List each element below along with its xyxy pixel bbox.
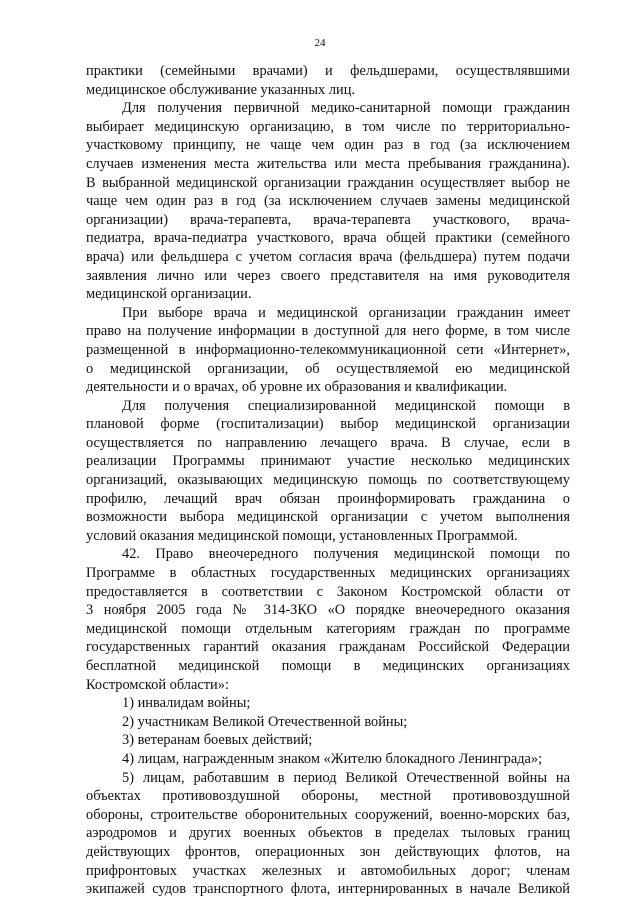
text-line: профилю, лечащий врач обязан проинформировать гражданина о <box>86 490 570 507</box>
text-line: реализации Программы принимают участие несколько медицинских <box>86 453 570 470</box>
text-line: бесплатной медицинской помощи в медицинских организациях <box>86 658 570 674</box>
text-line: 5) лицам, работавшим в период Великой Отечественной войны на <box>122 769 570 786</box>
text-line: плановой форме (госпитализации) выбор медицинской организации <box>86 416 570 433</box>
text-line: возможности выбора медицинской организации с учетом выполнения <box>86 509 570 526</box>
text-line: 1) инвалидам войны; <box>122 695 251 712</box>
text-line: чаще чем один раз в год (за исключением случаев замены медицинской <box>86 193 570 210</box>
text-line: врача) или фельдшера с учетом согласия врача (фельдшера) путем подачи <box>86 248 570 265</box>
text-line: выбирает медицинскую организацию, в том числе по территориально- <box>86 118 570 135</box>
text-line: 2) участникам Великой Отечественной войны; <box>122 713 408 730</box>
text-line: государственных гарантий оказания гражданам Российской Федерации <box>86 639 570 656</box>
text-line: организаций, оказывающих медицинскую помощь по соответствующему <box>86 472 570 489</box>
text-line: 4) лицам, награжденным знаком «Жителю блокадного Ленинграда»; <box>122 750 543 767</box>
text-line: случаев изменения места жительства или места пребывания гражданина). <box>86 155 570 172</box>
text-line: медицинской помощи отдельным категориям граждан по программе <box>86 620 570 637</box>
text-line: заявления лично или через своего представителя на имя руководителя <box>86 267 570 284</box>
text-line: педиатра, врача-педиатра участкового, врача общей практики (семейного <box>86 230 570 247</box>
text-line: право на получение информации в доступной для него форме, в том числе <box>86 323 570 340</box>
text-line: обороны, строительстве оборонительных сооружений, военно-морских баз, <box>86 806 570 823</box>
text-line: Для получения первичной медико-санитарной помощи гражданин <box>122 100 570 117</box>
page-number: 24 <box>314 37 326 49</box>
text-line: действующих фронтов, операционных зон действующих флотов, на <box>86 843 570 860</box>
text-line: прифронтовых участках железных и автомобильных дорог; членам <box>86 862 570 879</box>
text-line: аэродромов и других военных объектов в пределах тыловых границ <box>86 825 570 842</box>
text-line: Программе в областных государственных медицинских организациях <box>86 565 570 582</box>
text-line: осуществляется по направлению лечащего врача. В случае, если в <box>86 434 570 451</box>
text-line: о медицинской организации, об осуществляемой ею медицинской <box>86 360 570 377</box>
text-line: участковому принципу, не чаще чем один раз в год (за исключением <box>86 137 570 154</box>
text-line: медицинской организации. <box>86 286 252 303</box>
text-line: объектах противовоздушной обороны, местной противовоздушной <box>86 788 570 805</box>
text-line: размещенной в информационно-телекоммуникационной сети «Интернет», <box>86 341 570 358</box>
text-line: При выборе врача и медицинской организации гражданин имеет <box>122 304 570 321</box>
text-line: 3 ноября 2005 года № 314-ЗКО «О порядке внеочередного оказания <box>86 602 570 619</box>
text-line: условий оказания медицинской помощи, установленных Программой. <box>86 527 518 544</box>
text-line: деятельности и о врачах, об уровне их образования и квалификации. <box>86 379 508 396</box>
text-line: В выбранной медицинской организации гражданин осуществляет выбор не <box>86 174 570 191</box>
text-line: Костромской области»: <box>86 676 229 693</box>
text-line: Для получения специализированной медицинской помощи в <box>122 397 570 414</box>
text-line: 3) ветеранам боевых действий; <box>122 732 313 749</box>
text-line: предоставляется в соответствии с Законом Костромской области от <box>86 583 570 600</box>
text-line: медицинское обслуживание указанных лиц. <box>86 81 356 98</box>
document-body <box>86 62 570 899</box>
text-line: 42. Право внеочередного получения медицинской помощи по <box>122 546 570 563</box>
text-line: практики (семейными врачами) и фельдшерами, осуществлявшими <box>86 63 570 79</box>
text-line: организации) врача-терапевта, врача-терапевта участкового, врача- <box>86 211 570 228</box>
text-line: экипажей судов транспортного флота, интернированных в начале Великой <box>86 881 570 898</box>
